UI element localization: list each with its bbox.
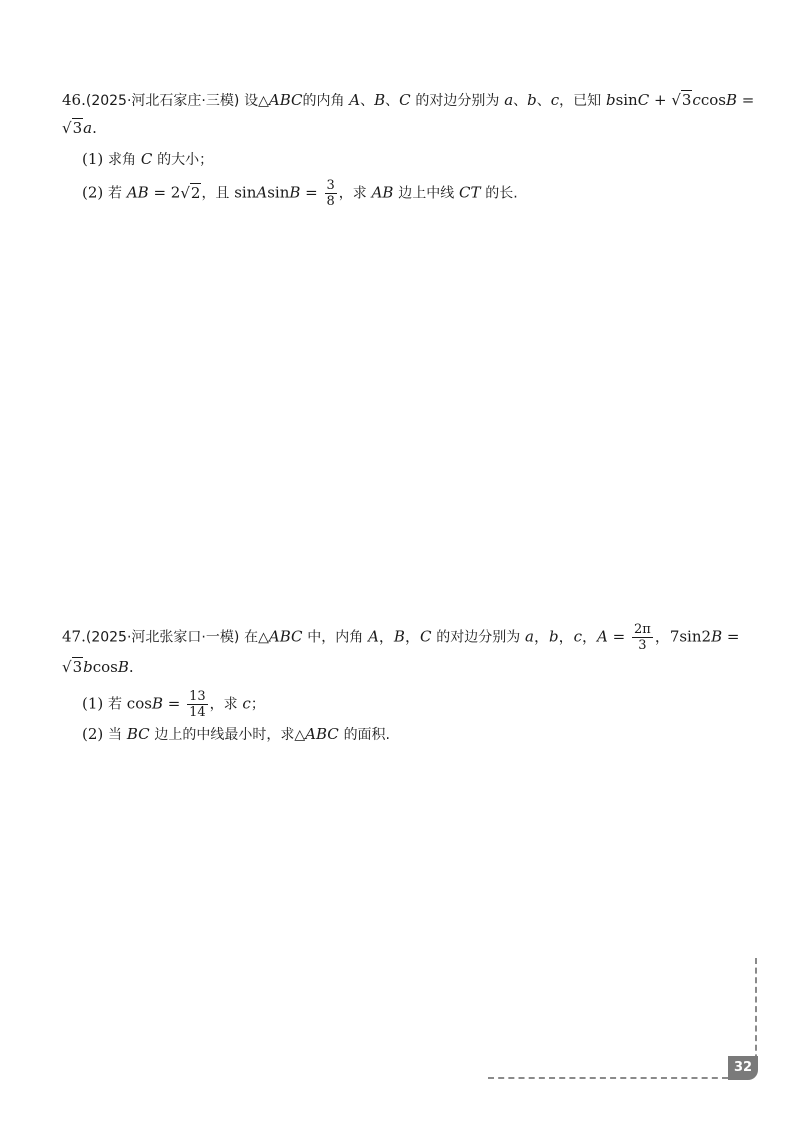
problem-46-stem-line1: 46.(2025·河北石家庄·三模) 设△ABC的内角 A、B、C 的对边分别为 a、b、c，已知 bsinC + √3ccosB = [62, 91, 755, 109]
fraction-3-8: $\frac{3}{8}$ [326, 178, 335, 209]
problem-46-part-2-label: (2) [82, 183, 104, 202]
fraction-13-14: $\frac{13}{14}$ [189, 689, 206, 720]
problem-46-part-2: (2) 若 AB = 2√2，且 sinAsinB = $\frac{3}{8}$ ，求 AB 边上中线 CT 的长. [82, 178, 518, 209]
fraction-2pi-3: $\frac{2\pi}{3}$ [633, 622, 651, 653]
problem-47-part-1-label: (1) [82, 694, 104, 713]
page-corner-dashed-horizontal [488, 1077, 728, 1079]
problem-46-part-1: (1) 求角 C 的大小； [82, 150, 214, 168]
problem-47-stem-line1: 47.(2025·河北张家口·一模) 在△ABC 中，内角 A，B，C 的对边分别为 a，b，c，A = $\frac{2\pi}{3}$ ，7sin2B = [62, 622, 740, 653]
problem-47-source: (2025·河北张家口·一模) [85, 629, 240, 646]
problem-47-part-2: (2) 当 BC 边上的中线最小时，求△ABC 的面积. [82, 725, 391, 743]
problem-47-number: 47. [62, 627, 86, 646]
problem-46-stem-line2: √3a. [62, 119, 97, 137]
problem-46-source: (2025·河北石家庄·三模) [85, 93, 240, 109]
problem-47-stem-line2: √3bcosB. [62, 658, 134, 676]
page-corner-dashed-vertical [755, 958, 757, 1070]
problem-47-part-2-label: (2) [82, 725, 104, 743]
problem-46-part-1-label: (1) [82, 150, 104, 168]
page-number: 32 [728, 1056, 758, 1080]
problem-46-number: 46. [62, 91, 86, 109]
problem-47-part-1: (1) 若 cosB = $\frac{13}{14}$ ，求 c； [82, 689, 265, 720]
